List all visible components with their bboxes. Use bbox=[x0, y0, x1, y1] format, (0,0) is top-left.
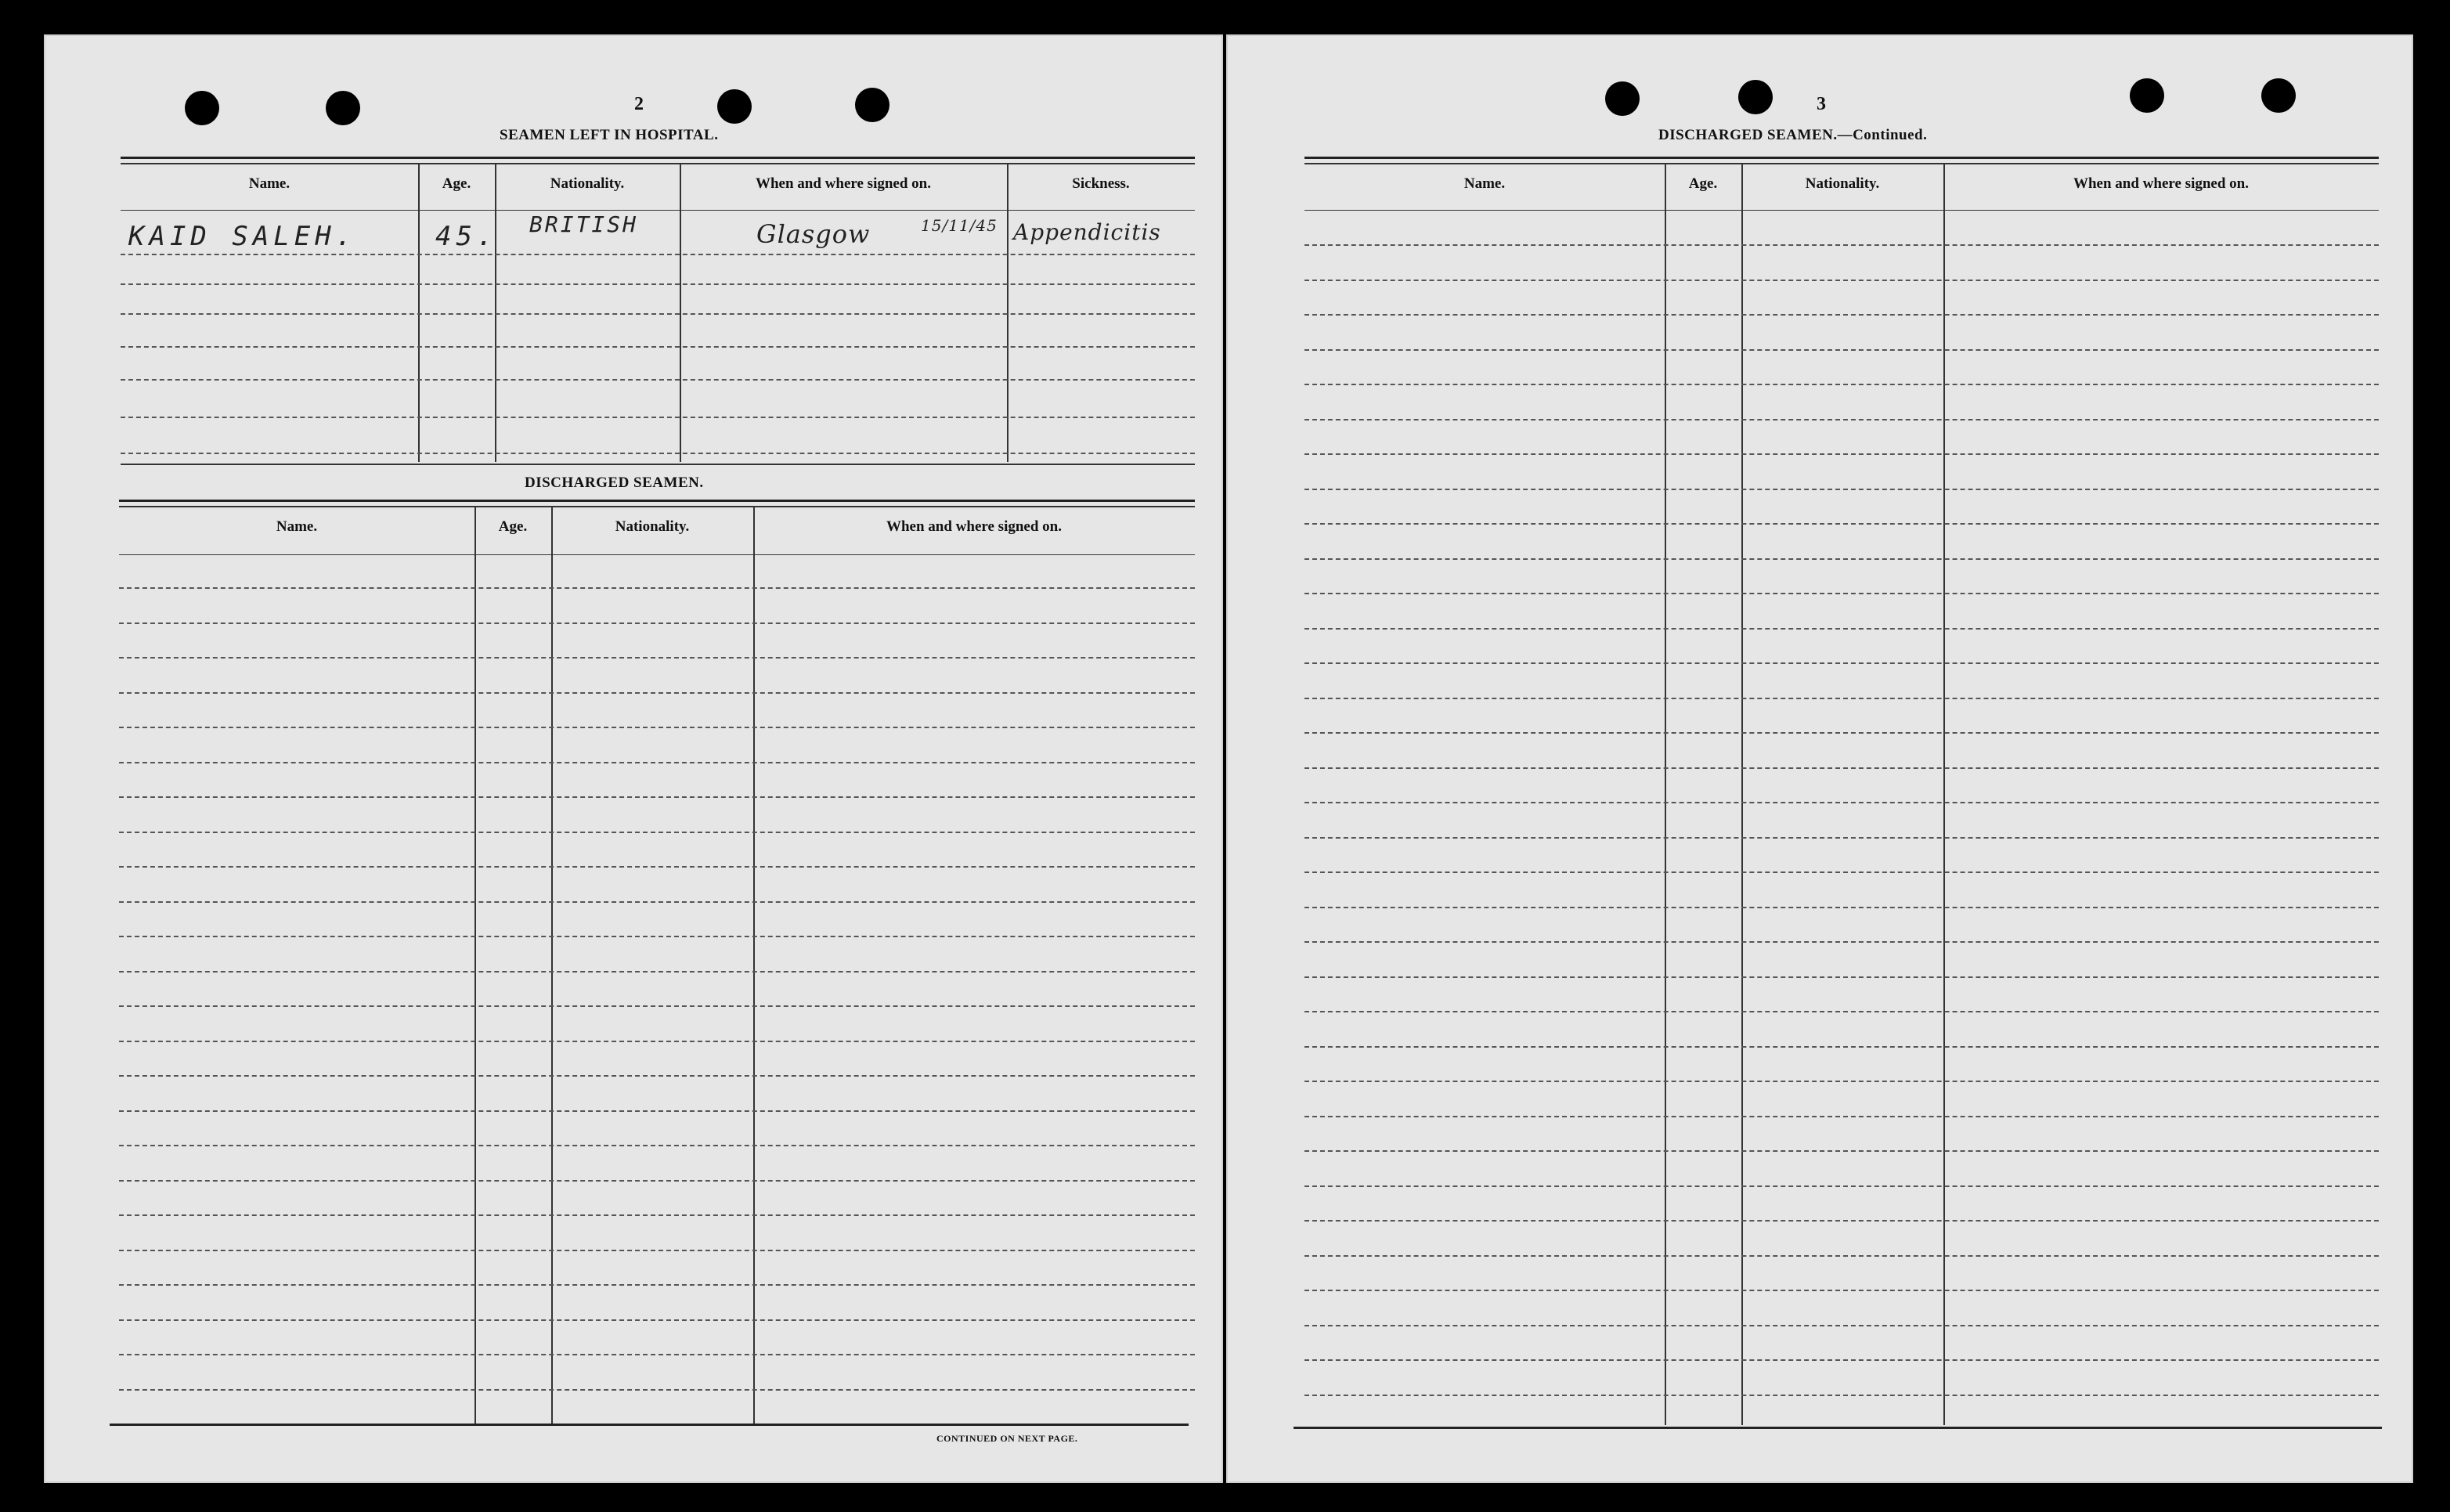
entry-line bbox=[119, 622, 1195, 624]
seaman-name: KAID SALEH. bbox=[128, 221, 357, 252]
right-page bbox=[1226, 34, 2413, 1483]
entry-line bbox=[1304, 489, 2379, 490]
entry-line bbox=[1304, 384, 2379, 385]
entry-line bbox=[1304, 523, 2379, 525]
continued-footer: CONTINUED ON NEXT PAGE. bbox=[936, 1433, 1078, 1444]
entry-line bbox=[1304, 837, 2379, 839]
entry-line bbox=[121, 346, 1195, 348]
entry-line bbox=[119, 796, 1195, 798]
entry-line bbox=[1304, 280, 2379, 281]
entry-line bbox=[119, 1319, 1195, 1321]
entry-line bbox=[1304, 1150, 2379, 1152]
table-rule bbox=[121, 464, 1195, 465]
punch-hole bbox=[326, 91, 360, 125]
entry-line bbox=[1304, 1255, 2379, 1257]
entry-line bbox=[121, 453, 1195, 454]
entry-line bbox=[119, 587, 1195, 589]
entry-line bbox=[1304, 802, 2379, 803]
column-header-name: Name. bbox=[1463, 175, 1506, 192]
column-header-nationality: Nationality. bbox=[615, 518, 690, 535]
entry-line bbox=[119, 762, 1195, 763]
entry-line bbox=[119, 866, 1195, 868]
header-underline bbox=[121, 210, 1195, 211]
entry-line bbox=[119, 692, 1195, 694]
column-header-age: Age. bbox=[442, 175, 471, 192]
punch-hole bbox=[185, 91, 219, 125]
column-divider bbox=[551, 507, 553, 1424]
column-header-name: Name. bbox=[276, 518, 318, 535]
entry-line bbox=[1304, 1220, 2379, 1222]
entry-line bbox=[1304, 767, 2379, 769]
entry-line bbox=[1304, 732, 2379, 734]
entry-line bbox=[1304, 1185, 2379, 1187]
table-bottom-rule bbox=[1294, 1427, 2382, 1429]
entry-line bbox=[121, 417, 1195, 418]
table-rule bbox=[121, 163, 1195, 164]
table-rule bbox=[119, 500, 1195, 502]
column-header-when-where: When and where signed on. bbox=[886, 518, 1062, 535]
column-header-sickness: Sickness. bbox=[1072, 175, 1130, 192]
entry-line bbox=[1304, 1011, 2379, 1012]
punch-hole bbox=[2130, 78, 2164, 113]
column-header-nationality: Nationality. bbox=[1805, 175, 1880, 192]
entry-line bbox=[121, 283, 1195, 285]
column-header-age: Age. bbox=[498, 518, 528, 535]
signed-on-date: 15/11/45 bbox=[921, 216, 998, 235]
entry-line bbox=[119, 971, 1195, 973]
column-header-when-where: When and where signed on. bbox=[2073, 175, 2249, 192]
entry-line bbox=[1304, 698, 2379, 699]
entry-line bbox=[119, 1250, 1195, 1251]
punch-hole bbox=[2261, 78, 2296, 113]
entry-line bbox=[119, 1110, 1195, 1112]
column-header-when-where: When and where signed on. bbox=[755, 175, 931, 192]
entry-line bbox=[1304, 558, 2379, 560]
column-divider bbox=[753, 507, 755, 1424]
entry-line bbox=[119, 1075, 1195, 1077]
entry-line bbox=[121, 254, 1195, 255]
entry-line bbox=[1304, 1081, 2379, 1082]
table-rule bbox=[1304, 163, 2379, 164]
entry-line bbox=[1304, 1359, 2379, 1361]
header-underline bbox=[1304, 210, 2379, 211]
table-rule bbox=[119, 506, 1195, 507]
entry-line bbox=[119, 657, 1195, 659]
column-divider bbox=[1741, 164, 1743, 1425]
entry-line bbox=[1304, 1395, 2379, 1396]
entry-line bbox=[1304, 1290, 2379, 1291]
column-header-age: Age. bbox=[1688, 175, 1718, 192]
page-number: 3 bbox=[1817, 94, 1826, 114]
entry-line bbox=[1304, 349, 2379, 351]
entry-line bbox=[119, 1284, 1195, 1286]
hospital-section-title: SEAMEN LEFT IN HOSPITAL. bbox=[500, 127, 719, 143]
entry-line bbox=[1304, 244, 2379, 246]
entry-line bbox=[119, 727, 1195, 728]
column-divider bbox=[474, 507, 476, 1424]
table-rule bbox=[121, 157, 1195, 159]
sickness-value: Appendicitis bbox=[1013, 219, 1161, 245]
entry-line bbox=[119, 832, 1195, 833]
entry-line bbox=[119, 1180, 1195, 1182]
discharged-section-title: DISCHARGED SEAMEN. bbox=[525, 475, 704, 491]
page-number: 2 bbox=[634, 94, 644, 114]
entry-line bbox=[1304, 1046, 2379, 1048]
entry-line bbox=[1304, 453, 2379, 455]
entry-line bbox=[1304, 662, 2379, 664]
table-bottom-rule bbox=[110, 1424, 1189, 1426]
entry-line bbox=[1304, 871, 2379, 873]
left-page bbox=[44, 34, 1223, 1483]
entry-line bbox=[119, 1354, 1195, 1355]
entry-line bbox=[121, 313, 1195, 315]
punch-hole bbox=[1738, 80, 1773, 114]
entry-line bbox=[119, 1145, 1195, 1146]
table-rule bbox=[1304, 157, 2379, 159]
entry-line bbox=[119, 1041, 1195, 1042]
entry-line bbox=[119, 1214, 1195, 1216]
punch-hole bbox=[855, 88, 889, 122]
entry-line bbox=[121, 379, 1195, 381]
punch-hole bbox=[1605, 81, 1640, 116]
entry-line bbox=[1304, 941, 2379, 943]
column-divider bbox=[1665, 164, 1666, 1425]
entry-line bbox=[1304, 314, 2379, 316]
entry-line bbox=[119, 1389, 1195, 1391]
entry-line bbox=[1304, 628, 2379, 630]
discharged-continued-title: DISCHARGED SEAMEN.—Continued. bbox=[1658, 127, 1928, 143]
entry-line bbox=[1304, 593, 2379, 594]
entry-line bbox=[1304, 976, 2379, 978]
header-underline bbox=[119, 554, 1195, 555]
column-header-nationality: Nationality. bbox=[550, 175, 625, 192]
column-header-name: Name. bbox=[248, 175, 290, 192]
seaman-age: 45. bbox=[435, 221, 498, 252]
entry-line bbox=[119, 936, 1195, 937]
entry-line bbox=[1304, 1116, 2379, 1117]
entry-line bbox=[1304, 419, 2379, 420]
entry-line bbox=[119, 901, 1195, 903]
seaman-nationality: BRITISH bbox=[529, 211, 639, 237]
entry-line bbox=[1304, 907, 2379, 908]
signed-on-place: Glasgow bbox=[756, 219, 871, 249]
entry-line bbox=[119, 1005, 1195, 1007]
punch-hole bbox=[717, 89, 752, 124]
column-divider bbox=[1943, 164, 1945, 1425]
entry-line bbox=[1304, 1325, 2379, 1326]
